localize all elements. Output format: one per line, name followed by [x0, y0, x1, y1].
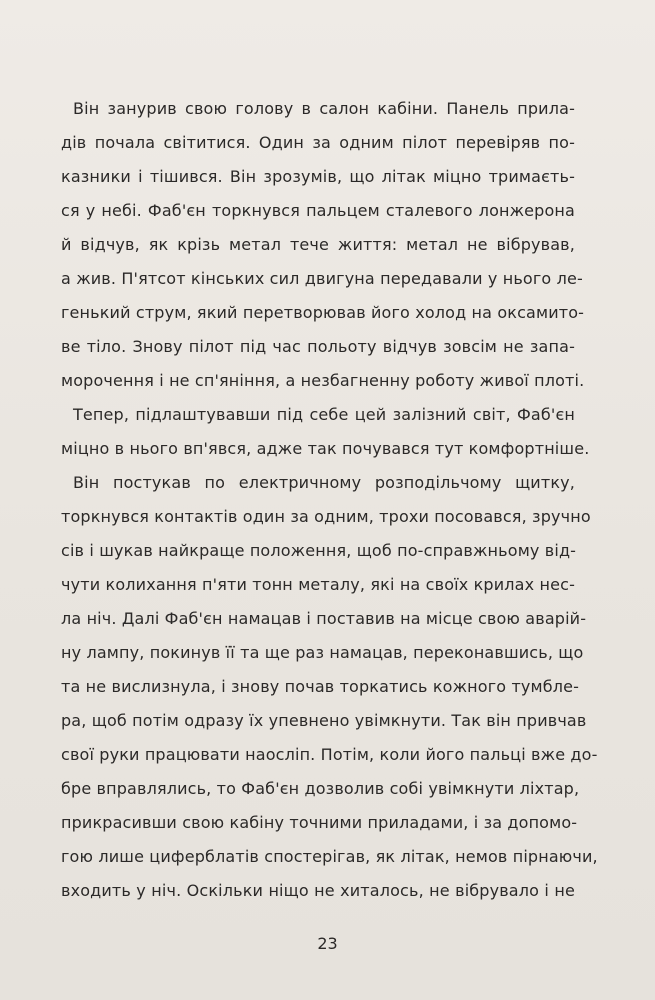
paragraph-3-line-4: чути колихання п'яти тонн металу, які на своїх крилах нес-	[61, 575, 575, 594]
paragraph-3-line-9: свої руки працювати наосліп. Потім, коли його пальці вже до-	[61, 745, 598, 764]
paragraph-3-line-13: входить у ніч. Оскільки ніщо не хиталось, не вібрувало і не	[61, 881, 575, 900]
paragraph-1-line-9: морочення і не сп'яніння, а незбагненну роботу живої плоті.	[61, 371, 585, 390]
paragraph-1-line-4: ся у небі. Фаб'єн торкнувся пальцем сталевого лонжерона	[61, 201, 575, 220]
paragraph-2-line-2: міцно в нього вп'явся, адже так почувався тут комфортніше.	[61, 439, 590, 458]
paragraph-3-line-3: сів і шукав найкраще положення, щоб по-справжньому від-	[61, 541, 577, 560]
paragraph-3-line-10: бре вправлялись, то Фаб'єн дозволив собі увімкнути ліхтар,	[61, 779, 580, 798]
paragraph-3-line-1: Він постукав по електричному розподільчому щитку,	[73, 473, 575, 492]
paragraph-3-line-2: торкнувся контактів один за одним, трохи посовався, зручно	[61, 507, 591, 526]
paragraph-3-line-7: та не вислизнула, і знову почав торкатись кожного тумбле-	[61, 677, 580, 696]
paragraph-1-line-3: казники і тішився. Він зрозумів, що літак міцно тримаєть-	[61, 167, 575, 186]
paragraph-1-line-5: й відчув, як крізь метал тече життя: метал не вібрував,	[61, 235, 575, 254]
paragraph-3-line-11: прикрасивши свою кабіну точними приладами, і за допомо-	[61, 813, 578, 832]
paragraph-1-line-8: ве тіло. Знову пілот під час польоту відчув зовсім не запа-	[61, 337, 575, 356]
paragraph-1-line-1: Він занурив свою голову в салон кабіни. Панель прила-	[73, 99, 575, 118]
paragraph-1-line-7: генький струм, який перетворював його холод на оксамито-	[61, 303, 585, 322]
paragraph-3-line-8: ра, щоб потім одразу їх упевнено увімкнути. Так він привчав	[61, 711, 587, 730]
paragraph-1-line-6: а жив. П'ятсот кінських сил двигуна передавали у нього ле-	[61, 269, 583, 288]
page-number: 23	[317, 934, 338, 953]
paragraph-3-line-12: гою лише циферблатів спостерігав, як літак, немов пірнаючи,	[61, 847, 598, 866]
paragraph-3-line-5: ла ніч. Далі Фаб'єн намацав і поставив на місце свою аварій-	[61, 609, 587, 628]
paragraph-3-line-6: ну лампу, покинув її та ще раз намацав, переконавшись, що	[61, 643, 584, 662]
paragraph-2-line-1: Тепер, підлаштувавши під себе цей залізний світ, Фаб'єн	[73, 405, 575, 424]
paragraph-1-line-2: дів почала світитися. Один за одним пілот перевіряв по-	[61, 133, 575, 152]
